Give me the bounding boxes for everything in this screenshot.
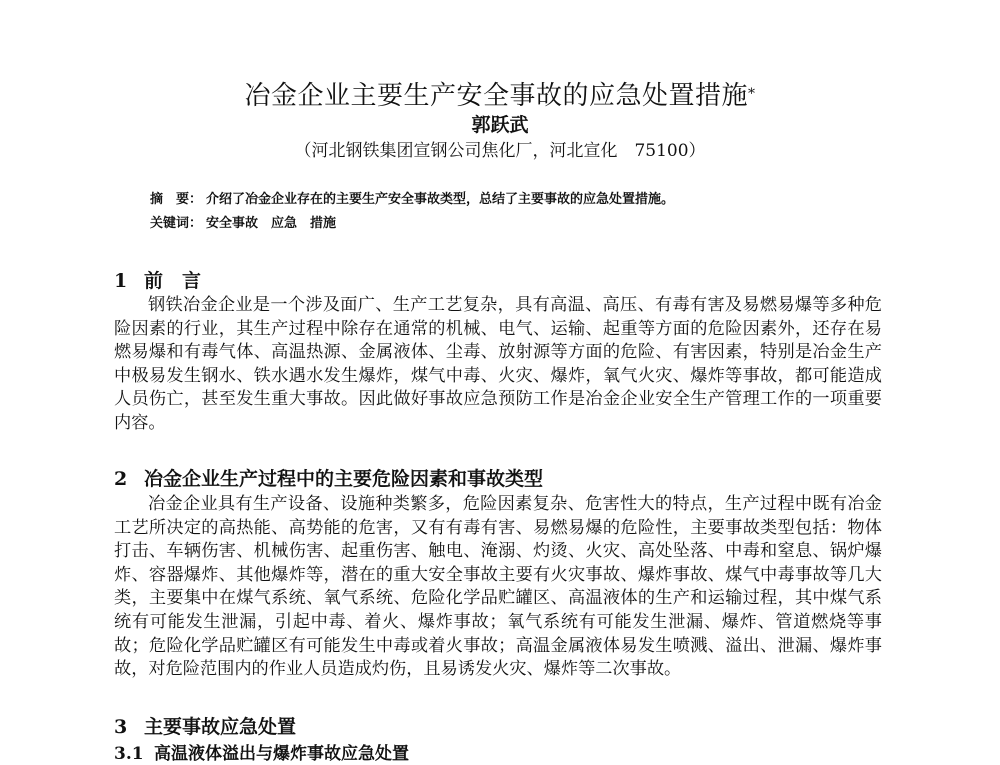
section-number: 2 (114, 468, 128, 490)
section-2-paragraph: 冶金企业具有生产设备、设施种类繁多，危险因素复杂、危害性大的特点，生产过程中既有冶金工艺所决定的高热能、高势能的危害，又有有毒有害、易燃易爆的危险性，主要事故类型包括：物体打击、车辆伤害、机械伤害、起重伤害、触电、淹溺、灼烫、火灾、高处坠落、中毒和窒息、锅炉爆炸、容器爆炸、其他爆炸等，潜在的重大安全事故主要有火灾事故、爆炸事故、煤气中毒事故等几大类，主要集中在煤气系统、氧气系统、危险化学品贮罐区、高温液体的生产和运输过程，其中煤气系统有可能发生泄漏，引起中毒、着火、爆炸事故；氧气系统有可能发生泄漏、爆炸、管道燃烧等事故；危险化学品贮罐区有可能发生中毒或着火事故；高温金属液体易发生喷溅、溢出、泄漏、爆炸事故，对危险范围内的作业人员造成灼伤，且易诱发火灾、爆炸等二次事故。 (114, 494, 882, 680)
section-title: 冶金企业生产过程中的主要危险因素和事故类型 (144, 468, 544, 490)
subsection-title: 高温液体溢出与爆炸事故应急处置 (154, 744, 409, 764)
keywords (150, 214, 870, 234)
keywords-label: 关键词： (150, 216, 203, 231)
section-title: 主要事故应急处置 (144, 716, 297, 738)
paper-title (0, 80, 1000, 112)
author-name: 郭跃武 (471, 114, 529, 136)
section-title: 前 言 (144, 270, 202, 292)
subsection-number: 3.1 (114, 744, 144, 764)
paper-title-text: 冶金企业主要生产安全事故的应急处置措施 (244, 81, 748, 111)
keywords-text: 安全事故 应急 措施 (206, 216, 337, 231)
author-affiliation: （河北钢铁集团宣钢公司焦化厂，河北宣化 75100） (294, 141, 706, 161)
abstract-label: 摘 要： (150, 192, 203, 207)
abstract (150, 190, 870, 210)
title-footnote-mark: * (748, 86, 756, 102)
abstract-text: 介绍了冶金企业存在的主要生产安全事故类型，总结了主要事故的应急处置措施。 (206, 192, 675, 207)
section-number: 3 (114, 716, 128, 738)
section-number: 1 (114, 270, 128, 292)
section-1-paragraph: 钢铁冶金企业是一个涉及面广、生产工艺复杂，具有高温、高压、有毒有害及易燃易爆等多种危险因素的行业，其生产过程中除存在通常的机械、电气、运输、起重等方面的危险因素外，还存在易燃易爆和有毒气体、高温热源、金属液体、尘毒、放射源等方面的危险、有害因素，特别是冶金生产中极易发生钢水、铁水遇水发生爆炸，煤气中毒、火灾、爆炸，氧气火灾、爆炸等事故，都可能造成人员伤亡，甚至发生重大事故。因此做好事故应急预防工作是冶金企业安全生产管理工作的一项重要内容。 (114, 295, 882, 433)
section-heading-3 (114, 714, 296, 740)
section-heading-2 (114, 466, 543, 492)
subsection-heading-3-1 (114, 743, 409, 765)
section-heading-1 (114, 268, 201, 294)
